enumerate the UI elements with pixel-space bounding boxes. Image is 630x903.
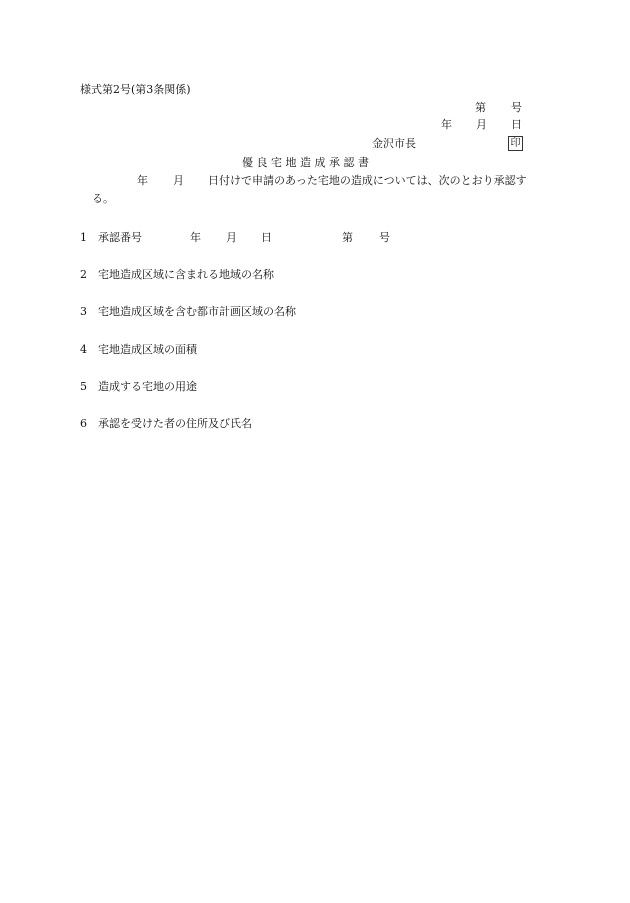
issuer-name: 金沢市長 — [372, 137, 416, 150]
item-year: 年 — [190, 231, 201, 244]
item-label: 宅地造成区域の面積 — [98, 343, 197, 356]
item-number: 4 — [80, 343, 87, 356]
issue-date-year: 年 — [441, 118, 452, 131]
list-item — [80, 343, 197, 357]
body-text: 日付けで申請のあった宅地の造成については、次のとおり承認す — [208, 174, 527, 187]
body-year: 年 — [137, 174, 148, 187]
item-label: 承認を受けた者の住所及び氏名 — [98, 417, 252, 430]
list-item — [80, 417, 252, 431]
item-number: 2 — [80, 268, 87, 281]
form-label: 様式第2号(第3条関係) — [80, 83, 191, 96]
seal-stamp-box: 印 — [508, 136, 523, 151]
item-number: 5 — [80, 380, 87, 393]
item-number: 6 — [80, 417, 87, 430]
item-label: 宅地造成区域を含む都市計画区域の名称 — [98, 305, 296, 318]
approval-number-prefix: 第 — [475, 101, 486, 114]
approval-number-suffix: 号 — [511, 101, 522, 114]
item-label: 承認番号 — [98, 231, 142, 244]
item-month: 月 — [226, 231, 237, 244]
document-title: 優良宅地造成承認書 — [242, 156, 373, 169]
item-label: 宅地造成区域に含まれる地域の名称 — [98, 268, 274, 281]
issue-date-month: 月 — [476, 118, 487, 131]
issue-date-day: 日 — [511, 118, 522, 131]
list-item-approval-number — [80, 231, 390, 245]
item-number: 3 — [80, 305, 87, 318]
body-month: 月 — [173, 174, 184, 187]
item-day: 日 — [261, 231, 272, 244]
body-paragraph-line-2: る。 — [92, 192, 114, 205]
item-number: 1 — [80, 231, 87, 244]
item-number-prefix: 第 — [342, 231, 353, 244]
item-number-suffix: 号 — [379, 231, 390, 244]
list-item — [80, 268, 274, 282]
item-label: 造成する宅地の用途 — [98, 380, 197, 393]
list-item — [80, 380, 197, 394]
list-item — [80, 305, 296, 319]
